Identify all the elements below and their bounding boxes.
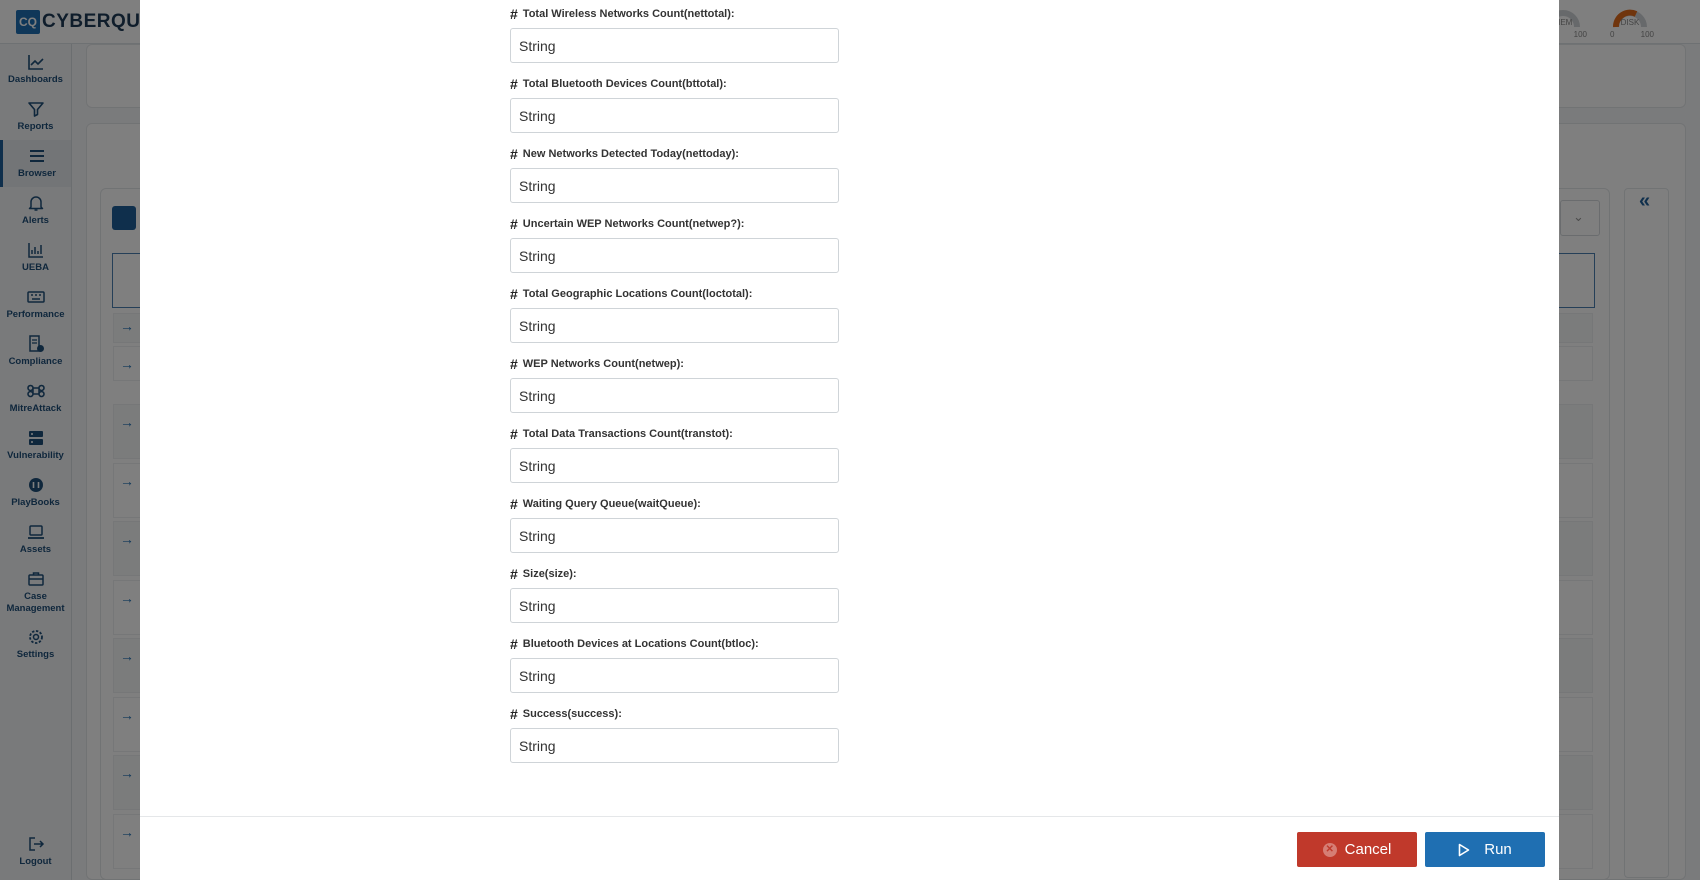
parameters-modal [140, 0, 1559, 880]
field-loctotal [510, 280, 850, 350]
bttotal-input[interactable] [510, 98, 839, 133]
btloc-input[interactable] [510, 658, 839, 693]
run-button[interactable] [1425, 832, 1545, 867]
hash-icon: # [510, 566, 518, 582]
modal-footer [140, 816, 1559, 880]
nettotal-input[interactable] [510, 28, 839, 63]
cancel-label: Cancel [1344, 841, 1392, 858]
hash-icon: # [510, 496, 518, 512]
success-input[interactable] [510, 728, 839, 763]
field-size [510, 560, 850, 630]
netwep-uncertain-input[interactable] [510, 238, 839, 273]
hash-icon: # [510, 6, 518, 22]
loctotal-input[interactable] [510, 308, 839, 343]
field-label: Total Bluetooth Devices Count(bttotal): [522, 78, 727, 90]
hash-icon: # [510, 636, 518, 652]
field-label: WEP Networks Count(netwep): [522, 358, 684, 370]
hash-icon: # [510, 286, 518, 302]
field-nettotal [510, 0, 850, 70]
field-success [510, 700, 850, 770]
hash-icon: # [510, 426, 518, 442]
run-label: Run [1484, 841, 1512, 858]
waitqueue-input[interactable] [510, 518, 839, 553]
field-netwep [510, 350, 850, 420]
field-netwep-uncertain [510, 210, 850, 280]
transtot-input[interactable] [510, 448, 839, 483]
field-label: Total Wireless Networks Count(nettotal): [522, 8, 735, 20]
nettoday-input[interactable] [510, 168, 839, 203]
field-waitqueue [510, 490, 850, 560]
cancel-button[interactable] [1297, 832, 1417, 867]
field-transtot [510, 420, 850, 490]
field-label: Uncertain WEP Networks Count(netwep?): [522, 218, 745, 230]
hash-icon: # [510, 146, 518, 162]
hash-icon: # [510, 356, 518, 372]
hash-icon: # [510, 706, 518, 722]
field-label: Total Data Transactions Count(transtot): [522, 428, 733, 440]
field-label: New Networks Detected Today(nettoday): [522, 148, 739, 160]
field-label: Success(success): [522, 708, 622, 720]
field-label: Bluetooth Devices at Locations Count(btloc): [522, 638, 759, 650]
field-label: Size(size): [522, 568, 577, 580]
field-label: Waiting Query Queue(waitQueue): [522, 498, 701, 510]
size-input[interactable] [510, 588, 839, 623]
close-circle-icon: ✕ [1323, 843, 1337, 857]
hash-icon: # [510, 76, 518, 92]
field-bttotal [510, 70, 850, 140]
field-nettoday [510, 140, 850, 210]
hash-icon: # [510, 216, 518, 232]
netwep-input[interactable] [510, 378, 839, 413]
field-btloc [510, 630, 850, 700]
field-label: Total Geographic Locations Count(loctotal): [522, 288, 753, 300]
play-icon [1458, 843, 1470, 857]
